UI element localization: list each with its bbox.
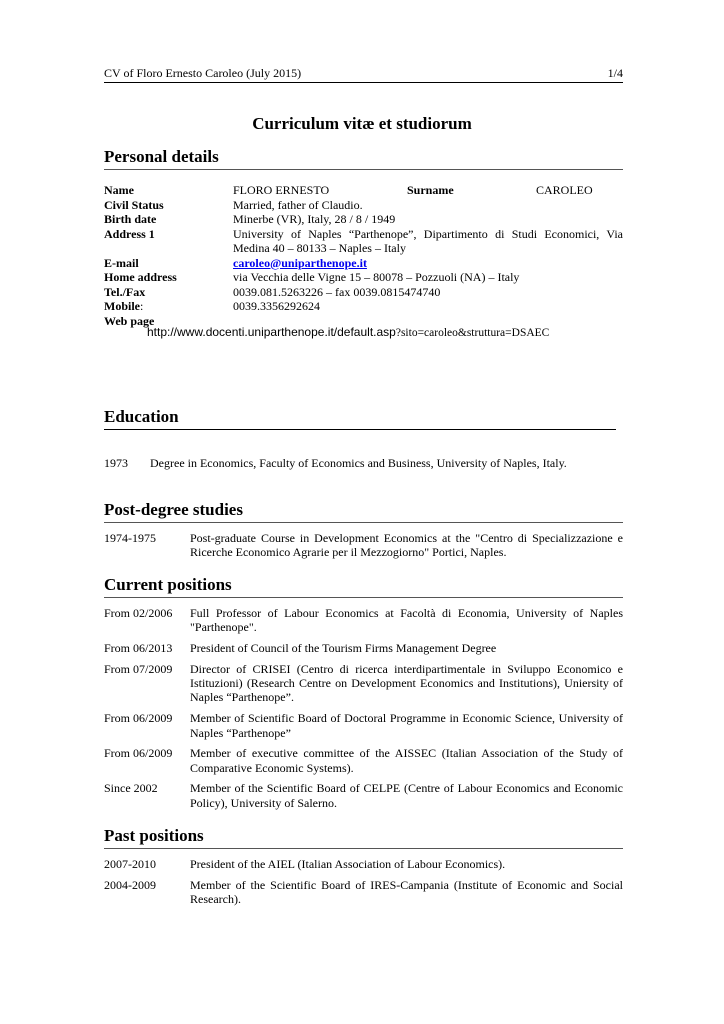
address-value: University of Naples “Parthenope”, Dipartimento di Studi Economici, Via Medina 40 – 80133 – Naples – Italy (233, 226, 623, 255)
page-number: 1/4 (607, 66, 623, 80)
education-text: Degree in Economics, Faculty of Economics and Business, University of Naples, Italy. (150, 456, 567, 470)
page-header (104, 66, 623, 83)
surname-value: CAROLEO (536, 183, 593, 197)
section-education: Education (104, 407, 616, 430)
birth-date-value: Minerbe (VR), Italy, 28 / 8 / 1949 (233, 212, 396, 226)
address-label: Address 1 (104, 226, 155, 241)
tel-fax-label: Tel./Fax (104, 284, 146, 299)
section-past-positions: Past positions (104, 826, 623, 849)
birth-date-label: Birth date (104, 212, 157, 226)
mobile-row (104, 299, 623, 314)
list-item: From 02/2006 Full Professor of Labour Economics at Facoltà di Economia, University of Naples "Parthenope". (104, 606, 623, 635)
civil-status-label: Civil Status (104, 197, 164, 212)
header-title: CV of Floro Ernesto Caroleo (July 2015) (104, 66, 302, 80)
list-item: 2004-2009 Member of the Scientific Board of IRES-Campania (Institute of Economic and Social Research). (104, 877, 623, 907)
email-label: E-mail (104, 255, 139, 270)
home-address-value: via Vecchia delle Vigne 15 – 80078 – Pozzuoli (NA) – Italy (233, 270, 520, 284)
name-value: FLORO ERNESTO (233, 183, 330, 197)
education-year: 1973 (104, 456, 128, 470)
section-post-degree: Post-degree studies (104, 500, 623, 523)
list-item: From 06/2009 Member of Scientific Board of Doctoral Programme in Economic Science, University of Naples “Parthenope” (104, 711, 623, 740)
current-positions-list (104, 606, 623, 817)
past-positions-list (104, 857, 623, 913)
post-degree-list (104, 531, 623, 566)
list-item: From 06/2013 President of Council of the Tourism Firms Management Degree (104, 641, 497, 656)
email-link[interactable]: caroleo@uniparthenope.it (233, 255, 367, 270)
address-row (104, 227, 623, 256)
tel-fax-row (104, 285, 623, 300)
list-item: From 06/2009 Member of executive committee of the AISSEC (Italian Association of the Study of Comparative Economic Systems). (104, 746, 623, 775)
civil-status-value: Married, father of Claudio. (233, 197, 363, 212)
document-title: Curriculum vitæ et studiorum (252, 114, 472, 133)
tel-fax-value: 0039.081.5263226 – fax 0039.0815474740 (233, 284, 441, 299)
civil-status-row (104, 198, 623, 213)
personal-details-block (104, 183, 623, 328)
education-entry (104, 456, 567, 471)
home-address-label: Home address (104, 270, 177, 284)
birth-date-row (104, 212, 623, 227)
web-page-url[interactable]: http://www.docenti.uniparthenope.it/default.asp?sito=caroleo&struttura=DSAEC (147, 325, 550, 339)
name-label: Name (104, 183, 134, 197)
web-page-label: Web page (104, 313, 155, 328)
email-row (104, 256, 623, 271)
home-address-row (104, 270, 623, 285)
mobile-label: Mobile: (104, 299, 144, 313)
name-row (104, 183, 623, 198)
surname-label: Surname (407, 183, 454, 197)
section-personal-details: Personal details (104, 147, 623, 170)
list-item: 1974-1975 Post-graduate Course in Development Economics at the "Centro di Specializzazione e Ricerche Economico Agrarie per il Mezzogiorno" Portici, Naples. (104, 531, 623, 560)
section-current-positions: Current positions (104, 575, 623, 598)
list-item: Since 2002 Member of the Scientific Board of CELPE (Centre of Labour Economics and Economic Policy), University of Salerno. (104, 781, 623, 810)
list-item: 2007-2010 President of the AIEL (Italian Association of Labour Economics). (104, 857, 506, 871)
list-item: From 07/2009 Director of CRISEI (Centro di ricerca interdipartimentale in Sviluppo Economico e Istituzioni) (Research Centre on Development Economics and Institutions), Uniersity of Naples “Parthenope”. (104, 661, 623, 705)
mobile-value: 0039.3356292624 (233, 299, 320, 313)
